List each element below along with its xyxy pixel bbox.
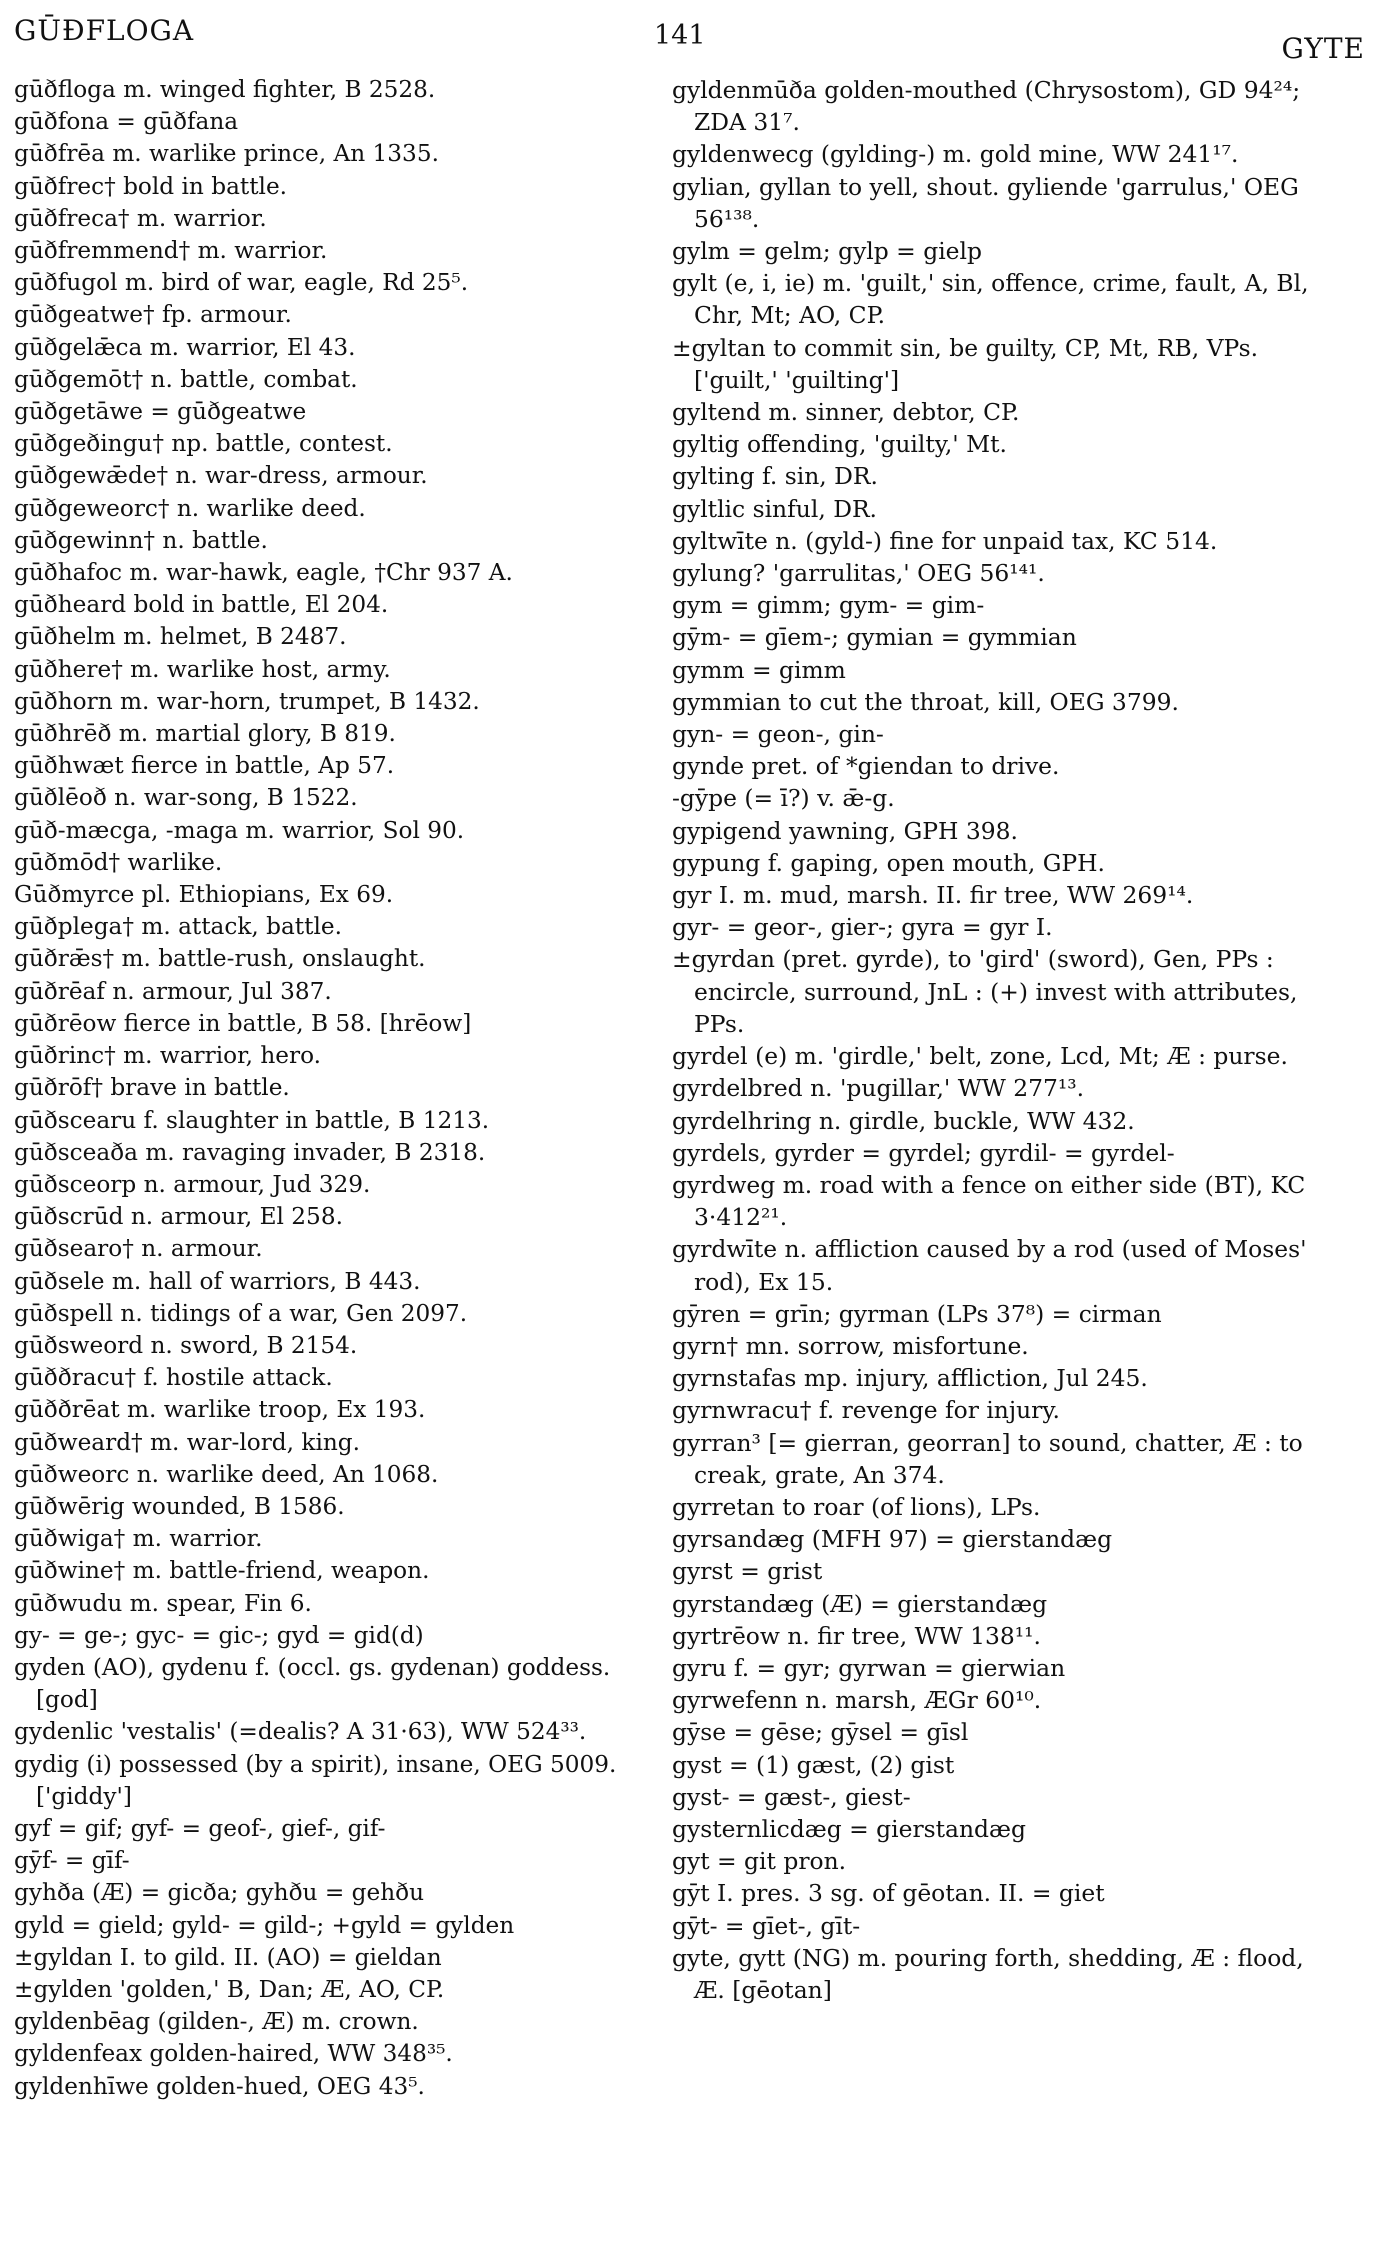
dictionary-entry: gūðhrēð m. martial glory, B 819. — [14, 720, 396, 748]
dictionary-entry: ±gyldan I. to gild. II. (AO) = gieldan — [14, 1943, 442, 1971]
dictionary-entry: gyrdweg m. road with a fence on either side (BT), KC 3·412²¹. — [672, 1170, 1306, 1232]
dictionary-entry: gyldenmūða golden-mouthed (Chrysostom), GD 94²⁴; ZDA 31⁷. — [672, 76, 1301, 137]
dictionary-entry: gym = gimm; gym- = gim- — [672, 591, 985, 620]
dictionary-entry: gūðplega† m. attack, battle. — [14, 913, 342, 941]
dictionary-entry: gy- = ge-; gyc- = gic-; gyd = gid(d) — [14, 1621, 424, 1649]
dictionary-entry: gūðsearo† n. armour. — [14, 1235, 263, 1263]
dictionary-entry: gūðrinc† m. warrior, hero. — [14, 1042, 322, 1070]
dictionary-entry: gȳf- = gīf- — [14, 1847, 130, 1875]
page-number: 141 — [654, 20, 706, 51]
dictionary-entry: gūðrōf† brave in battle. — [14, 1074, 290, 1102]
dictionary-entry: gyst- = gæst-, giest- — [672, 1782, 911, 1811]
dictionary-entry: gūðscrūd n. armour, El 258. — [14, 1203, 343, 1231]
dictionary-entry: gūðwiga† m. warrior. — [14, 1525, 263, 1553]
dictionary-entry: gūðheard bold in battle, El 204. — [14, 591, 389, 619]
dictionary-entry: gūðrēaf n. armour, Jul 387. — [14, 977, 332, 1005]
dictionary-entry: gydenlic 'vestalis' (=dealis? A 31·63), WW 524³³. — [14, 1718, 587, 1746]
dictionary-entry: gūðweorc n. warlike deed, An 1068. — [14, 1460, 439, 1488]
dictionary-entry: gūð-mæcga, -maga m. warrior, Sol 90. — [14, 816, 465, 844]
dictionary-entry: gūðspell n. tidings of a war, Gen 2097. — [14, 1299, 468, 1327]
dictionary-entry: gūðfona = gūðfana — [14, 108, 239, 136]
dictionary-entry: gūðgelǣca m. warrior, El 43. — [14, 333, 356, 361]
dictionary-entry: gyrst = grist — [672, 1557, 823, 1586]
dictionary-entry: gyltlic sinful, DR. — [672, 494, 877, 523]
dictionary-entry: gȳt- = gīet-, gīt- — [672, 1911, 861, 1940]
dictionary-entry: gūðwine† m. battle-friend, weapon. — [14, 1557, 430, 1585]
dictionary-entry: gyldenhīwe golden-hued, OEG 43⁵. — [14, 2072, 425, 2100]
dictionary-entry: gūðhorn m. war-horn, trumpet, B 1432. — [14, 687, 480, 715]
dictionary-entry: gūðmōd† warlike. — [14, 848, 223, 876]
dictionary-entry: ±gylden 'golden,' B, Dan; Æ, AO, CP. — [14, 1975, 445, 2003]
dictionary-entry: gūððrēat m. warlike troop, Ex 193. — [14, 1396, 426, 1424]
dictionary-entry: gūðrēow fierce in battle, B 58. [hrēow] — [14, 1009, 472, 1037]
dictionary-entry: gūðrǣs† m. battle-rush, onslaught. — [14, 945, 426, 973]
dictionary-entry: gūðfugol m. bird of war, eagle, Rd 25⁵. — [14, 269, 469, 297]
dictionary-entry: gūðgemōt† n. battle, combat. — [14, 365, 358, 393]
dictionary-entry: gūðwērig wounded, B 1586. — [14, 1492, 345, 1520]
dictionary-entry: gyltend m. sinner, debtor, CP. — [672, 398, 1020, 427]
dictionary-entry: gynde pret. of *giendan to drive. — [672, 752, 1060, 781]
dictionary-entry: gyldenfeax golden-haired, WW 348³⁵. — [14, 2040, 453, 2068]
running-head-right: GYTE — [1281, 32, 1365, 65]
dictionary-entry: gyden (AO), gydenu f. (occl. gs. gydenan) goddess. [god] — [14, 1653, 611, 1714]
dictionary-entry: gyltwīte n. (gyld-) fine for unpaid tax, KC 514. — [672, 526, 1218, 555]
dictionary-entry: gūðfremmend† m. warrior. — [14, 237, 328, 265]
dictionary-entry: ±gyltan to commit sin, be guilty, CP, Mt, RB, VPs. ['guilt,' 'guilting'] — [672, 333, 1259, 394]
dictionary-entry: gūðhelm m. helmet, B 2487. — [14, 623, 347, 651]
dictionary-entry: gūðgeðingu† np. battle, contest. — [14, 430, 393, 458]
dictionary-entry: gȳse = gēse; gȳsel = gīsl — [672, 1718, 969, 1747]
dictionary-entry: gūðgetāwe = gūðgeatwe — [14, 398, 307, 426]
dictionary-entry: gyrwefenn n. marsh, ÆGr 60¹⁰. — [672, 1686, 1042, 1715]
dictionary-entry: gysternlicdæg = gierstandæg — [672, 1814, 1026, 1843]
dictionary-entry: gyldenbēag (gilden-, Æ) m. crown. — [14, 2008, 419, 2036]
dictionary-entry: gylting f. sin, DR. — [672, 462, 878, 491]
dictionary-entry: gyrstandæg (Æ) = gierstandæg — [672, 1589, 1048, 1618]
dictionary-entry: gyrretan to roar (of lions), LPs. — [672, 1492, 1041, 1521]
dictionary-entry: gȳren = grīn; gyrman (LPs 37⁸) = cirman — [672, 1299, 1162, 1328]
dictionary-entry: gūðlēoð n. war-song, B 1522. — [14, 784, 358, 812]
dictionary-entry: gyrdel (e) m. 'girdle,' belt, zone, Lcd, Mt; Æ : purse. — [672, 1042, 1288, 1071]
dictionary-entry: gypung f. gaping, open mouth, GPH. — [672, 848, 1105, 877]
dictionary-entry: gyrnwracu† f. revenge for injury. — [672, 1396, 1060, 1425]
dictionary-entry: gymm = gimm — [672, 655, 846, 684]
dictionary-entry: gūðwudu m. spear, Fin 6. — [14, 1589, 312, 1617]
dictionary-entry: gūðhere† m. warlike host, army. — [14, 655, 391, 683]
dictionary-entry: gyn- = geon-, gin- — [672, 720, 884, 749]
dictionary-entry: gyr I. m. mud, marsh. II. fir tree, WW 269¹⁴. — [672, 881, 1194, 910]
dictionary-entry: gyrnstafas mp. injury, affliction, Jul 245. — [672, 1364, 1148, 1393]
dictionary-entry: -gȳpe (= ī?) v. ǣ-g. — [672, 784, 895, 813]
dictionary-entry: gūðfrec† bold in battle. — [14, 172, 288, 200]
dictionary-entry: gūðfrēa m. warlike prince, An 1335. — [14, 140, 439, 168]
dictionary-entry: gūðweard† m. war-lord, king. — [14, 1428, 361, 1456]
dictionary-entry: gyltig offending, 'guilty,' Mt. — [672, 430, 1007, 459]
running-head-left: GŪÐFLOGA — [14, 14, 195, 47]
dictionary-entry: gylung? 'garrulitas,' OEG 56¹⁴¹. — [672, 559, 1045, 588]
dictionary-entry: gȳm- = gīem-; gymian = gymmian — [672, 623, 1077, 652]
dictionary-entry: gūððracu† f. hostile attack. — [14, 1364, 333, 1392]
dictionary-entry: gūðsceorp n. armour, Jud 329. — [14, 1170, 371, 1198]
dictionary-entry: gyrdelhring n. girdle, buckle, WW 432. — [672, 1106, 1135, 1135]
dictionary-entry: ±gyrdan (pret. gyrde), to 'gird' (sword), Gen, PPs : encircle, surround, JnL : (+) invest with attributes, PPs. — [672, 945, 1298, 1038]
page-header — [14, 6, 1365, 65]
dictionary-entry: gūðscearu f. slaughter in battle, B 1213. — [14, 1106, 490, 1134]
dictionary-entry: gydig (i) possessed (by a spirit), insane, OEG 5009. ['giddy'] — [14, 1750, 617, 1810]
dictionary-entry: gūðhwæt fierce in battle, Ap 57. — [14, 752, 395, 780]
dictionary-entry: gyrdels, gyrder = gyrdel; gyrdil- = gyrdel- — [672, 1138, 1175, 1167]
dictionary-entry: gyru f. = gyr; gyrwan = gierwian — [672, 1653, 1066, 1682]
dictionary-entry: gyld = gield; gyld- = gild-; +gyld = gylden — [14, 1911, 515, 1939]
dictionary-entry: gyrdwīte n. affliction caused by a rod (used of Moses' rod), Ex 15. — [672, 1235, 1307, 1296]
dictionary-entry: gyldenwecg (gylding-) m. gold mine, WW 241¹⁷. — [672, 140, 1239, 169]
dictionary-entry: gūðgewinn† n. battle. — [14, 526, 268, 554]
dictionary-entry: gyr- = geor-, gier-; gyra = gyr I. — [672, 913, 1053, 942]
dictionary-entry: gyte, gytt (NG) m. pouring forth, shedding, Æ : flood, Æ. [gēotan] — [672, 1943, 1304, 2004]
dictionary-entry: gūðsele m. hall of warriors, B 443. — [14, 1267, 421, 1295]
dictionary-entry: gūðgeweorc† n. warlike deed. — [14, 494, 366, 522]
dictionary-entry: gyt = git pron. — [672, 1847, 847, 1876]
dictionary-entry: gūðhafoc m. war-hawk, eagle, †Chr 937 A. — [14, 559, 513, 587]
dictionary-entry: gyhða (Æ) = gicða; gyhðu = gehðu — [14, 1879, 425, 1907]
right-column — [672, 74, 1322, 2006]
dictionary-entry: Gūðmyrce pl. Ethiopians, Ex 69. — [14, 881, 394, 909]
dictionary-entry: gūðsceaða m. ravaging invader, B 2318. — [14, 1138, 486, 1166]
dictionary-entry: gylian, gyllan to yell, shout. gyliende 'garrulus,' OEG 56¹³⁸. — [672, 172, 1299, 233]
left-column — [14, 74, 650, 2103]
dictionary-entry: gyrsandæg (MFH 97) = gierstandæg — [672, 1525, 1113, 1554]
dictionary-entry: gȳt I. pres. 3 sg. of gēotan. II. = giet — [672, 1879, 1105, 1908]
dictionary-entry: gūðfloga m. winged fighter, B 2528. — [14, 76, 436, 103]
dictionary-entry: gyrtrēow n. fir tree, WW 138¹¹. — [672, 1621, 1041, 1650]
dictionary-entry: gypigend yawning, GPH 398. — [672, 816, 1018, 845]
dictionary-entry: gyf = gif; gyf- = geof-, gief-, gif- — [14, 1814, 386, 1842]
dictionary-entry: gyst = (1) gæst, (2) gist — [672, 1750, 955, 1779]
dictionary-entry: gymmian to cut the throat, kill, OEG 3799. — [672, 687, 1179, 716]
dictionary-entry: gylt (e, i, ie) m. 'guilt,' sin, offence, crime, fault, A, Bl, Chr, Mt; AO, CP. — [672, 269, 1309, 330]
dictionary-entry: gūðgeatwe† fp. armour. — [14, 301, 292, 329]
dictionary-entry: gyrran³ [= gierran, georran] to sound, chatter, Æ : to creak, grate, An 374. — [672, 1428, 1303, 1489]
dictionary-entry: gūðgewǣde† n. war-dress, armour. — [14, 462, 428, 490]
dictionary-entry: gūðsweord n. sword, B 2154. — [14, 1331, 358, 1359]
dictionary-entry: gūðfreca† m. warrior. — [14, 204, 267, 232]
dictionary-entry: gyrdelbred n. 'pugillar,' WW 277¹³. — [672, 1074, 1085, 1103]
dictionary-entry: gyrn† mn. sorrow, misfortune. — [672, 1331, 1029, 1360]
dictionary-entry: gylm = gelm; gylp = gielp — [672, 237, 982, 266]
